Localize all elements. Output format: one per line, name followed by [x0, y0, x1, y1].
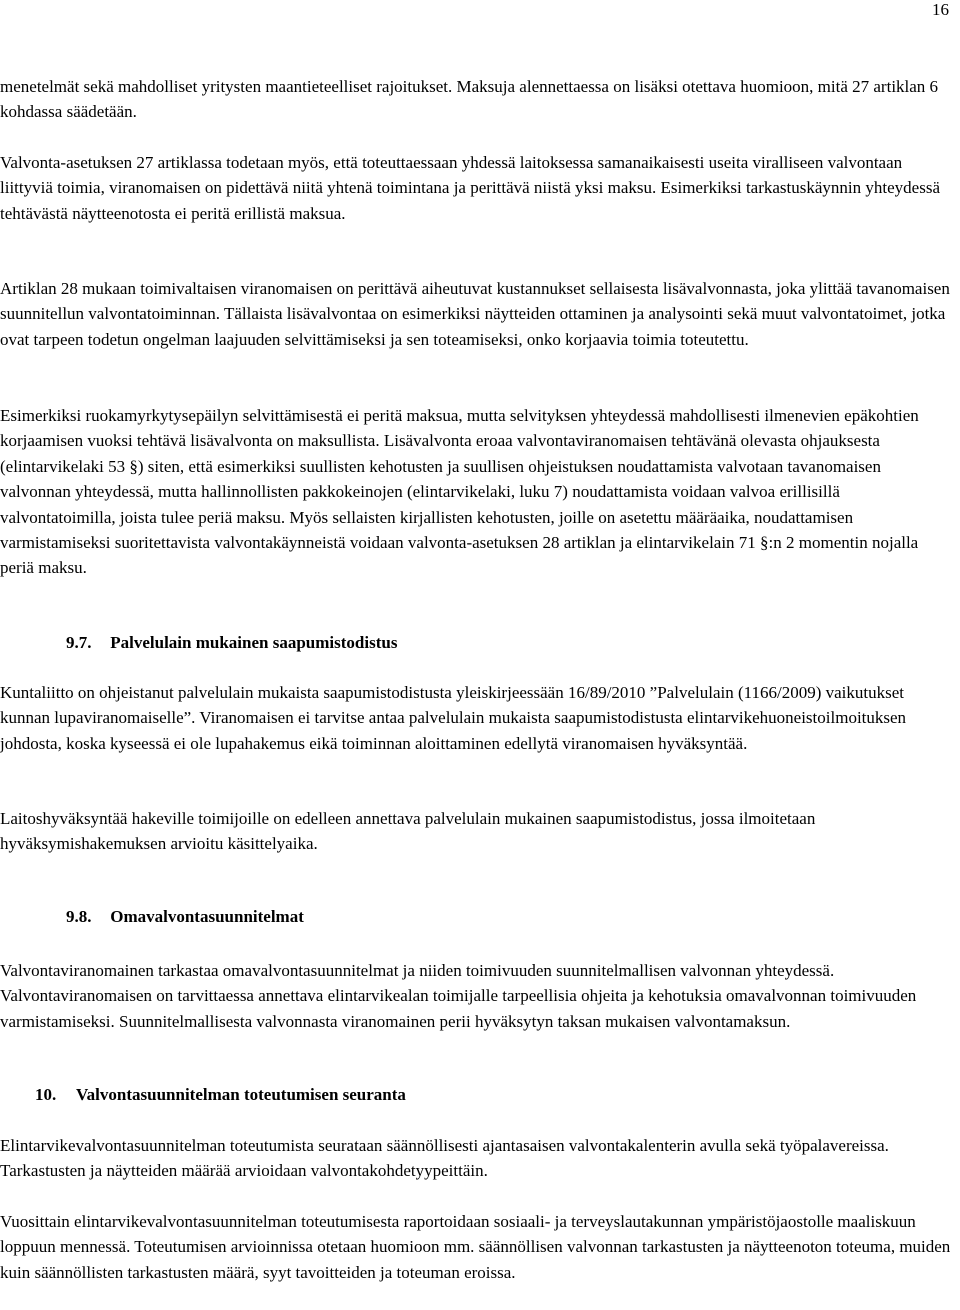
heading-number: 9.7.: [66, 633, 92, 652]
heading-title: Valvontasuunnitelman toteutumisen seuranta: [75, 1085, 406, 1104]
paragraph-omavalvonta: Valvontaviranomainen tarkastaa omavalvontasuunnitelmat ja niiden toimivuuden suunnitelmallisen valvonnan yhteydessä. Valvontaviranomaisen on tarvittaessa annettava elintarvikealan toimijalle tarpeellisia ohjeita ja kehotuksia omavalvonnan toimivuuden varmistamiseksi. Suunnitelmallisesta valvonnasta viranomainen perii hyväksytyn taksan mukaisen valvontamaksun.: [0, 961, 917, 1031]
heading-9-8: [66, 906, 304, 928]
paragraph-laitoshyvaksynta: Laitoshyväksyntää hakeville toimijoille on edelleen annettava palvelulain mukainen saapumistodistus, jossa ilmoitetaan hyväksymishakemuksen arvioitu käsittelyaika.: [0, 809, 816, 854]
paragraph-article-27: Valvonta-asetuksen 27 artiklassa todetaan myös, että toteuttaessaan yhdessä laitoksessa samanaikaisesti useita viralliseen valvontaan liittyviä toimia, viranomaisen on pidettävä niitä yhtenä toimintana ja perittävä niistä yksi maksu. Esimerkiksi tarkastuskäynnin yhteydessä tehtävästä näytteenotosta ei peritä erillistä maksua.: [0, 153, 940, 223]
paragraph-additional-control: Esimerkiksi ruokamyrkytysepäilyn selvittämisestä ei peritä maksua, mutta selvityksen yhteydessä mahdollisesti ilmenevien epäkohtien korjaamisen vuoksi tehtävä lisävalvonta on maksullista. Lisävalvonta eroaa valvontaviranomaisen tehtävänä olevasta ohjauksesta (elintarvikelaki 53 §) siten, että esimerkiksi suullisten kehotusten ja suullisen ohjeistuksen noudattamista valvotaan tavanomaisen valvonnan yhteydessä, mutta hallinnollisten pakkokeinojen (elintarvikelaki, luku 7) noudattamista voidaan valvoa erillisillä valvontatoimilla, joista tulee periä maksu. Myös sellaisten kirjallisten kehotusten, joille on asetettu määräaika, noudattamisen varmistamiseksi suoritettavista valvontakäynneistä voidaan valvonta-asetuksen 28 artiklan ja elintarvikelain 71 §:n 2 momentin nojalla periä maksu.: [0, 406, 919, 578]
paragraph-fee-reductions: menetelmät sekä mahdolliset yritysten maantieteelliset rajoitukset. Maksuja alennettaessa on lisäksi otettava huomioon, mitä 27 artiklan 6 kohdassa säädetään.: [0, 77, 939, 122]
heading-10: [35, 1084, 406, 1106]
paragraph-raportointi: Vuosittain elintarvikevalvontasuunnitelman toteutumisesta raportoidaan sosiaali- ja terveyslautakunnan ympäristöjaostolle maaliskuun loppuun mennessä. Toteutumisen arvioinnissa otetaan huomioon mm. säännöllisen valvonnan tarkastusten ja näytteenoton toteuma, muiden kuin säännöllisten tarkastusten määrä, syyt tavoitteiden ja toteuman eroissa.: [0, 1212, 951, 1282]
heading-title: Palvelulain mukainen saapumistodistus: [110, 633, 398, 652]
heading-9-7: [66, 632, 397, 654]
heading-title: Omavalvontasuunnitelmat: [110, 907, 304, 926]
page-number: 16: [932, 0, 949, 19]
paragraph-seuranta: Elintarvikevalvontasuunnitelman toteutumista seurataan säännöllisesti ajantasaisen valvontakalenterin avulla sekä työpalavereissa. Tarkastusten ja näytteiden määrää arvioidaan valvontakohdetyypeittäin.: [0, 1136, 889, 1181]
paragraph-article-28: Artiklan 28 mukaan toimivaltaisen viranomaisen on perittävä aiheutuvat kustannukset sellaisesta lisävalvonnasta, joka ylittää tavanomaisen suunnitellun valvontatoiminnan. Tällaista lisävalvontaa on esimerkiksi näytteiden ottaminen ja analysointi sekä muut valvontatoimet, jotka ovat tarpeen todetun ongelman laajuuden selvittämiseksi ja sen toteamiseksi, onko korjaavia toimia toteutettu.: [0, 279, 950, 349]
paragraph-kuntaliitto: Kuntaliitto on ohjeistanut palvelulain mukaista saapumistodistusta yleiskirjeessään 16/89/2010 ”Palvelulain (1166/2009) vaikutukset kunnan lupaviranomaiselle”. Viranomaisen ei tarvitse antaa palvelulain mukaista saapumistodistusta elintarvikehuoneistoilmoituksen johdosta, koska kyseessä ei ole lupahakemus eikä toiminnan aloittaminen edellytä viranomaisen hyväksyntää.: [0, 683, 907, 753]
heading-number: 9.8.: [66, 907, 92, 926]
heading-number: 10.: [35, 1085, 57, 1104]
